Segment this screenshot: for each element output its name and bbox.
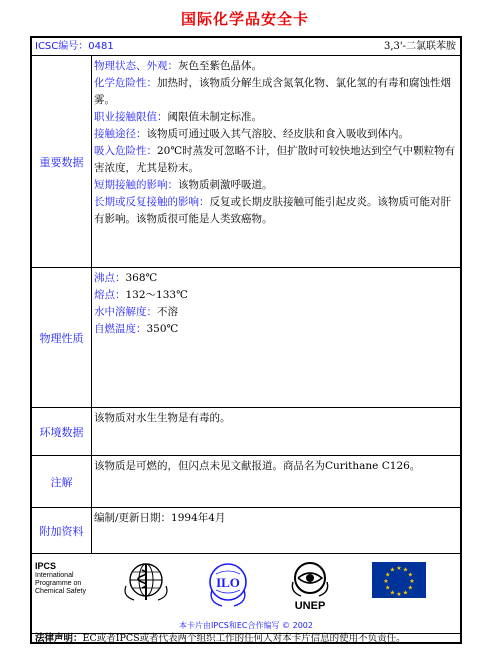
legal-disclaimer <box>35 632 406 646</box>
header-row <box>32 38 460 56</box>
item-label: 沸点： <box>94 272 126 284</box>
item-label: 水中溶解度： <box>94 306 157 318</box>
section-label-notes: 注解 <box>32 456 92 507</box>
ipcs-name: IPCS <box>35 561 57 571</box>
unep-text: UNEP <box>294 600 326 612</box>
physical-properties-content <box>94 270 456 405</box>
unep-emblem-icon <box>285 560 335 612</box>
environment-row <box>32 408 460 456</box>
svg-text:★: ★ <box>402 566 409 574</box>
item-label: 吸入危险性： <box>94 145 157 157</box>
item-label: 职业接触限值： <box>94 111 168 123</box>
svg-text:★: ★ <box>385 584 391 592</box>
list-item <box>94 270 456 287</box>
item-label: 化学危险性： <box>94 77 157 89</box>
disclaimer-label: 法律声明： <box>35 633 83 644</box>
item-text: 反复或长期皮肤接触可能引起皮炎。该物质可能对肝有影响。该物质很可能是人类致癌物。 <box>94 196 451 225</box>
additional-text: 编制/更新日期：1994年4月 <box>94 512 226 524</box>
physical-properties-row <box>32 268 460 408</box>
important-data-content <box>94 58 456 265</box>
additional-row <box>32 508 460 554</box>
item-text: 该物质可通过吸入其气溶胶、经皮肤和食入吸收到体内。 <box>146 128 409 140</box>
section-label-important: 重要数据 <box>32 56 92 267</box>
svg-text:★: ★ <box>389 566 396 574</box>
who-emblem-icon <box>122 560 170 604</box>
list-item <box>94 321 456 338</box>
ipcs-line3: Chemical Safety <box>35 588 86 595</box>
item-label: 长期或反复接触的影响： <box>94 196 210 208</box>
ipcs-line1: International <box>35 572 74 579</box>
item-label: 短期接触的影响： <box>94 179 178 191</box>
notes-text: 该物质是可燃的，但闪点未见文献报道。商品名为Curithane C126。 <box>94 460 421 472</box>
list-item <box>94 58 456 75</box>
svg-text:★: ★ <box>407 584 413 592</box>
svg-text:★: ★ <box>396 591 402 598</box>
ipcs-block <box>35 562 115 596</box>
ipcs-line2: Programme on <box>35 580 82 587</box>
item-text: 368℃ <box>125 272 158 284</box>
disclaimer-text: EC或者IPCS或者代表两个组织工作的任何人对本卡片信息的使用不负责任。 <box>82 633 406 644</box>
list-item <box>94 194 456 228</box>
item-text: 350℃ <box>146 323 179 335</box>
list-item <box>94 109 456 126</box>
safety-card <box>30 36 462 644</box>
credit-line: 本卡片由IPCS和EC合作编写 © 2002 <box>179 621 313 630</box>
svg-text:★: ★ <box>389 589 396 597</box>
item-text: 阈限值未制定标准。 <box>167 111 262 123</box>
list-item <box>94 304 456 321</box>
list-item <box>94 143 456 177</box>
item-label: 自燃温度： <box>94 323 147 335</box>
icsc-number: ICSC编号：0481 <box>35 41 114 52</box>
svg-text:★: ★ <box>402 589 409 597</box>
svg-text:★: ★ <box>383 578 389 585</box>
item-label: 接触途径： <box>94 128 147 140</box>
item-label: 物理状态、外观： <box>94 60 178 72</box>
item-text: 灰色至紫色晶体。 <box>178 60 262 72</box>
section-label-physical: 物理性质 <box>32 268 92 407</box>
item-text: 不溶 <box>157 306 178 318</box>
item-text: 132～133℃ <box>125 289 188 301</box>
svg-text:★: ★ <box>407 571 413 579</box>
item-text: 该物质刺激呼吸道。 <box>178 179 273 191</box>
notes-row <box>32 456 460 508</box>
card-title: 国际化学品安全卡 <box>180 10 309 28</box>
svg-text:★: ★ <box>409 578 415 585</box>
item-text: 20℃时蒸发可忽略不计，但扩散时可较快地达到空气中颗粒物有害浓度，尤其是粉末。 <box>94 145 456 174</box>
eu-flag-icon <box>372 562 426 598</box>
list-item <box>94 75 456 109</box>
section-label-environment: 环境数据 <box>32 408 92 455</box>
item-label: 熔点： <box>94 289 126 301</box>
logos-row <box>32 554 460 634</box>
svg-text:★: ★ <box>396 565 402 572</box>
list-item <box>94 287 456 304</box>
environment-text: 该物质对水生生物是有毒的。 <box>94 412 231 424</box>
ilo-emblem-icon <box>204 560 252 608</box>
ilo-text: ILO <box>216 575 240 590</box>
section-label-additional: 附加资料 <box>32 508 92 553</box>
chemical-name: 3,3'-二氯联苯胺 <box>383 41 456 52</box>
list-item <box>94 126 456 143</box>
important-data-row <box>32 56 460 268</box>
list-item <box>94 177 456 194</box>
item-text: 加热时，该物质分解生成含氮氧化物、氯化氢的有毒和腐蚀性烟雾。 <box>94 77 451 106</box>
svg-text:★: ★ <box>385 571 391 579</box>
